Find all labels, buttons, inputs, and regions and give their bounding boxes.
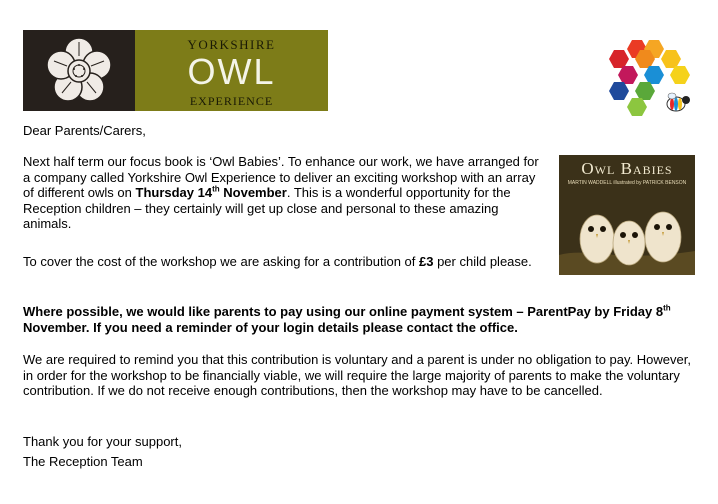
greeting: Dear Parents/Carers, [23, 123, 146, 138]
closing-line: Thank you for your support, [23, 434, 182, 449]
brand-text-box [135, 30, 328, 111]
book-authors: MARTIN WADDELL illustrated by PATRICK BENSON [567, 180, 687, 186]
owl-babies-book-cover [559, 155, 695, 275]
book-title: Owl Babies [581, 159, 673, 178]
school-hexagon-logo [608, 38, 694, 122]
p1-text-b: . This is a wonderful opportunity for the Reception children – they certainly will get up close and personal to these amazing animals. [23, 185, 511, 231]
contribution-amount: £3 [419, 254, 434, 269]
brand-main-word: OWL [187, 51, 276, 92]
yorkshire-owl-banner [23, 30, 328, 111]
paragraph-voluntary: We are required to remind you that this contribution is voluntary and a parent is under no obligation to pay. However, in order for the workshop to be financially viable, we will require the large majority of parents to make the voluntary contribution. If we do not receive enough contributions, then the workshop may have to be cancelled. [23, 352, 691, 398]
paragraph-payment: Where possible, we would like parents to pay using our online payment system – ParentPay by Friday 8th November. If you need a reminder of your login details please contact the office. [23, 303, 671, 335]
rose-icon [44, 36, 114, 106]
p1-text-a: Next half term our focus book is ‘Owl Babies’. To enhance our work, we have arranged for a company called Yorkshire Owl Experience to deliver an exciting workshop with an array of different owls on [23, 154, 539, 200]
brand-top-line: YORKSHIRE [187, 37, 276, 52]
bee-icon [667, 93, 690, 111]
paragraph-workshop [23, 154, 548, 232]
signature: The Reception Team [23, 454, 143, 469]
p1-date: Thursday 14th November [135, 184, 287, 200]
brand-bottom-line: EXPERIENCE [189, 94, 274, 108]
paragraph-cost: To cover the cost of the workshop we are asking for a contribution of £3 per child please. [23, 254, 532, 269]
yorkshire-rose-logo [23, 30, 135, 111]
